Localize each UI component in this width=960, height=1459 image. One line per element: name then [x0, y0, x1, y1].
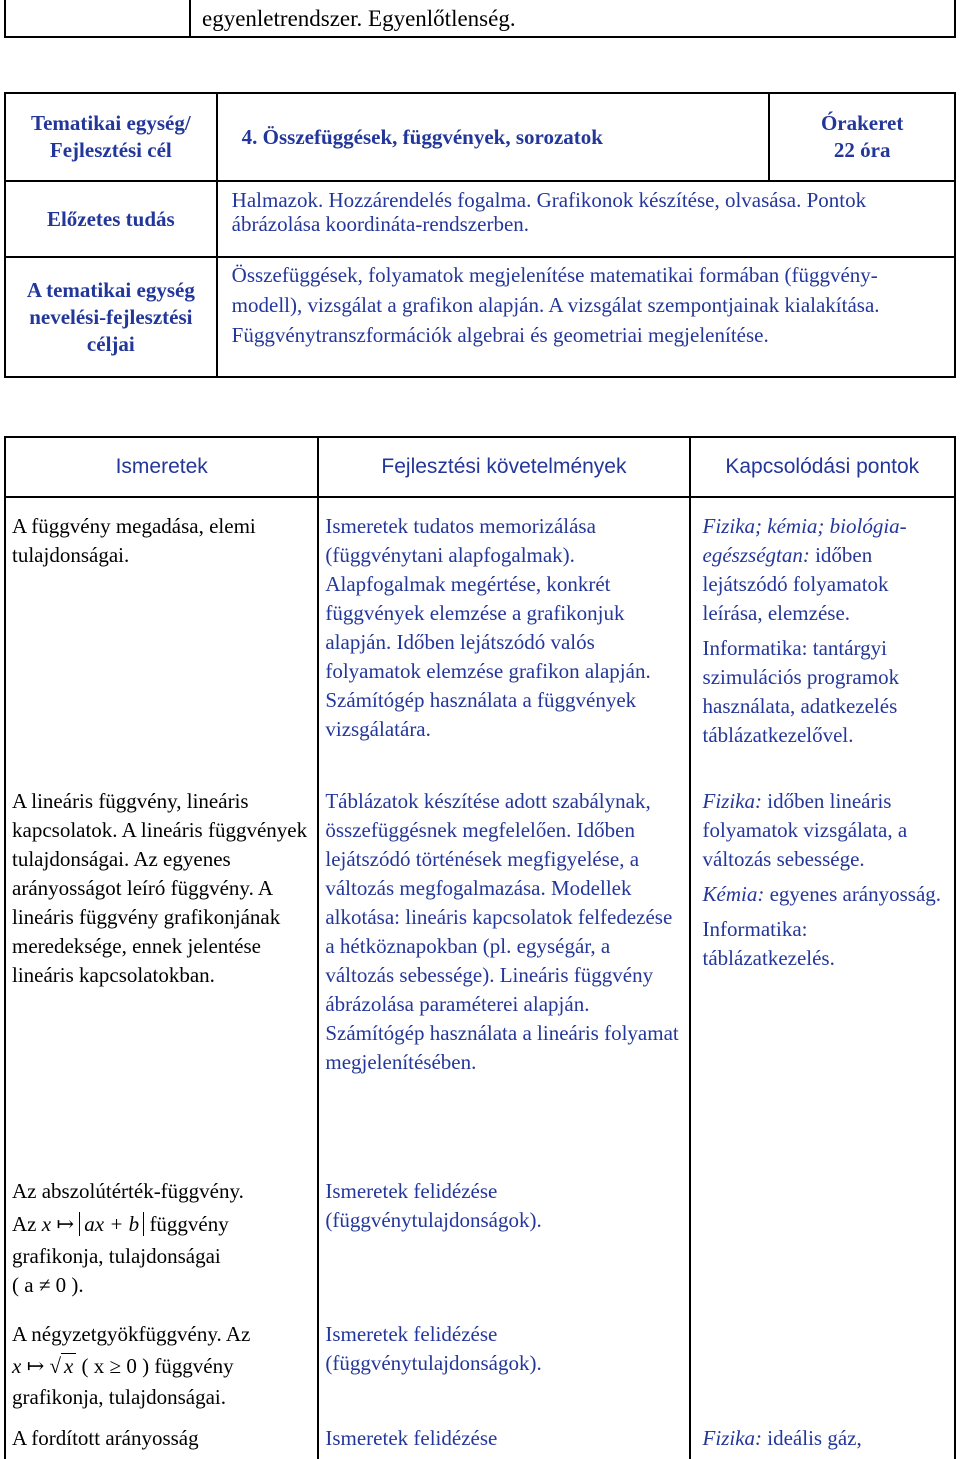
thematic-unit-table	[4, 92, 956, 378]
row3-line-3: grafikonja, tulajdonságai	[12, 1244, 221, 1268]
row2-kapcsolodasi	[690, 773, 955, 1163]
row4-formula: x ↦ √ x ( x ≥ 0 ) függvény	[12, 1354, 234, 1378]
row1-link-1-subject: Fizika; kémia; biológia-egészségtan:	[702, 514, 907, 567]
row2-link-1-subject: Fizika:	[702, 789, 763, 813]
goals-label: A tematikai egység nevelési-fejlesztési céljai	[5, 257, 217, 377]
row2-link-2-subject: Kémia:	[702, 882, 765, 906]
row5-fejlesztesi: Ismeretek felidézése	[318, 1418, 689, 1459]
row4-kapcsolodasi	[690, 1306, 955, 1418]
content-table	[4, 436, 956, 1459]
previous-table-fragment	[4, 0, 956, 38]
row2-link-2	[703, 880, 948, 909]
prior-knowledge-row	[5, 181, 955, 257]
row3-formula-suffix: függvény	[149, 1212, 229, 1236]
row4-line-3: grafikonja, tulajdonságai.	[12, 1385, 227, 1409]
row2-fejlesztesi: Táblázatok készítése adott szabálynak, összefüggésnek megfelelően. Időben lejátszódó történések megfigyelése, a változás megfogalmazása. Modellek alkotása: lineáris kapcsolatok felfedezése a hétköznapokban (pl. egységár, a változás sebessége). Lineáris függvény ábrázolása paraméterei alapján. Számítógép használata a lineáris folyamat megjelenítésében.	[318, 773, 689, 1163]
row2-link-3	[703, 915, 948, 973]
row3-fejlesztesi: Ismeretek felidézése (függvénytulajdonságok).	[318, 1163, 689, 1306]
fragment-text: egyenletrendszer. Egyenlőtlenség.	[202, 6, 516, 31]
header-ismeretek: Ismeretek	[5, 437, 318, 497]
goals-text: Összefüggések, folyamatok megjelenítése matematikai formában (függvény-modell), vizsgálat a grafikon alapján. A vizsgálat szempontjainak kialakítása. Függvénytranszformációk algebrai és geometriai megjelenítése.	[217, 257, 955, 377]
unit-title: 4. Összefüggések, függvények, sorozatok	[217, 93, 770, 181]
row2-link-1-text: időben lineáris folyamatok vizsgálata, a változás sebessége.	[702, 789, 908, 871]
row4-fejlesztesi: Ismeretek felidézése (függvénytulajdonságok).	[318, 1306, 689, 1418]
row3-formula-x: x	[41, 1212, 52, 1236]
unit-title-row	[5, 93, 955, 181]
fragment-empty-cell	[6, 0, 191, 36]
content-row-3	[5, 1163, 955, 1306]
row2-link-2-text: egyenes arányosság.	[769, 882, 942, 906]
row1-fejlesztesi: Ismeretek tudatos memorizálása (függvénytani alapfogalmak). Alapfogalmak megértése, konkrét függvények elemzése a grafikonjuk alapján. Időben lejátszódó valós folyamatok elemzése grafikon alapján. Számítógép használata a függvények vizsgálatára.	[318, 497, 689, 773]
content-row-5	[5, 1418, 955, 1459]
row2-link-3-subject: Informatika:	[702, 917, 808, 941]
header-kapcsolodasi: Kapcsolódási pontok	[690, 437, 955, 497]
content-header-row	[5, 437, 955, 497]
prior-knowledge-label: Előzetes tudás	[5, 181, 217, 257]
hours-label: Órakeret	[820, 111, 904, 135]
content-row-4	[5, 1306, 955, 1418]
row2-link-1	[703, 787, 948, 874]
prior-knowledge-text: Halmazok. Hozzárendelés fogalma. Grafikonok készítése, olvasása. Pontok ábrázolása koordináta-rendszerben.	[217, 181, 955, 257]
content-row-2	[5, 773, 955, 1163]
row1-link-2-text: tantárgyi szimulációs programok használata, adatkezelés táblázatkezelővel.	[702, 636, 900, 747]
row1-link-1-text: időben lejátszódó folyamatok leírása, elemzése.	[702, 543, 889, 625]
row3-line-4: ( a ≠ 0 ).	[12, 1273, 84, 1297]
row3-formula-mapsto: ↦	[56, 1212, 74, 1236]
row1-link-1	[703, 512, 948, 628]
row4-formula-condition: ( x ≥ 0 )	[81, 1354, 150, 1378]
row1-link-2-subject: Informatika:	[702, 636, 808, 660]
goals-row	[5, 257, 955, 377]
row5-link-subject: Fizika:	[702, 1426, 763, 1450]
hours-cell	[769, 93, 955, 181]
row4-ismeretek	[5, 1306, 318, 1418]
row5-kapcsolodasi	[690, 1418, 955, 1459]
unit-label: Tematikai egység/ Fejlesztési cél	[5, 93, 217, 181]
header-fejlesztesi: Fejlesztési követelmények	[318, 437, 689, 497]
row1-ismeretek: A függvény megadása, elemi tulajdonságai.	[5, 497, 318, 773]
row5-link-text: ideális gáz,	[767, 1426, 862, 1450]
row3-kapcsolodasi	[690, 1163, 955, 1306]
row5-ismeretek: A fordított arányosság	[5, 1418, 318, 1459]
row3-formula-prefix: Az	[12, 1212, 37, 1236]
hours-value: 22 óra	[833, 138, 891, 162]
row3-formula-abs: ax + b	[79, 1212, 144, 1236]
row1-kapcsolodasi	[690, 497, 955, 773]
row1-link-2	[703, 634, 948, 750]
row4-formula-suffix: függvény	[154, 1354, 234, 1378]
row2-link-3-text: táblázatkezelés.	[702, 946, 835, 970]
row3-formula	[12, 1206, 311, 1242]
row2-ismeretek: A lineáris függvény, lineáris kapcsolatok. A lineáris függvények tulajdonságai. Az egyenes arányosságot leíró függvény. A lineáris függvény grafikonjának meredeksége, ennek jelentése lineáris kapcsolatokban.	[5, 773, 318, 1163]
row3-ismeretek	[5, 1163, 318, 1306]
row4-line-1: A négyzetgyökfüggvény. Az	[12, 1322, 251, 1346]
row3-line-1: Az abszolútérték-függvény.	[12, 1179, 244, 1203]
row4-formula-mapsto: ↦	[26, 1354, 45, 1378]
row4-formula-x: x	[12, 1354, 22, 1378]
content-row-1	[5, 497, 955, 773]
row4-formula-sqrt: x	[61, 1353, 76, 1378]
